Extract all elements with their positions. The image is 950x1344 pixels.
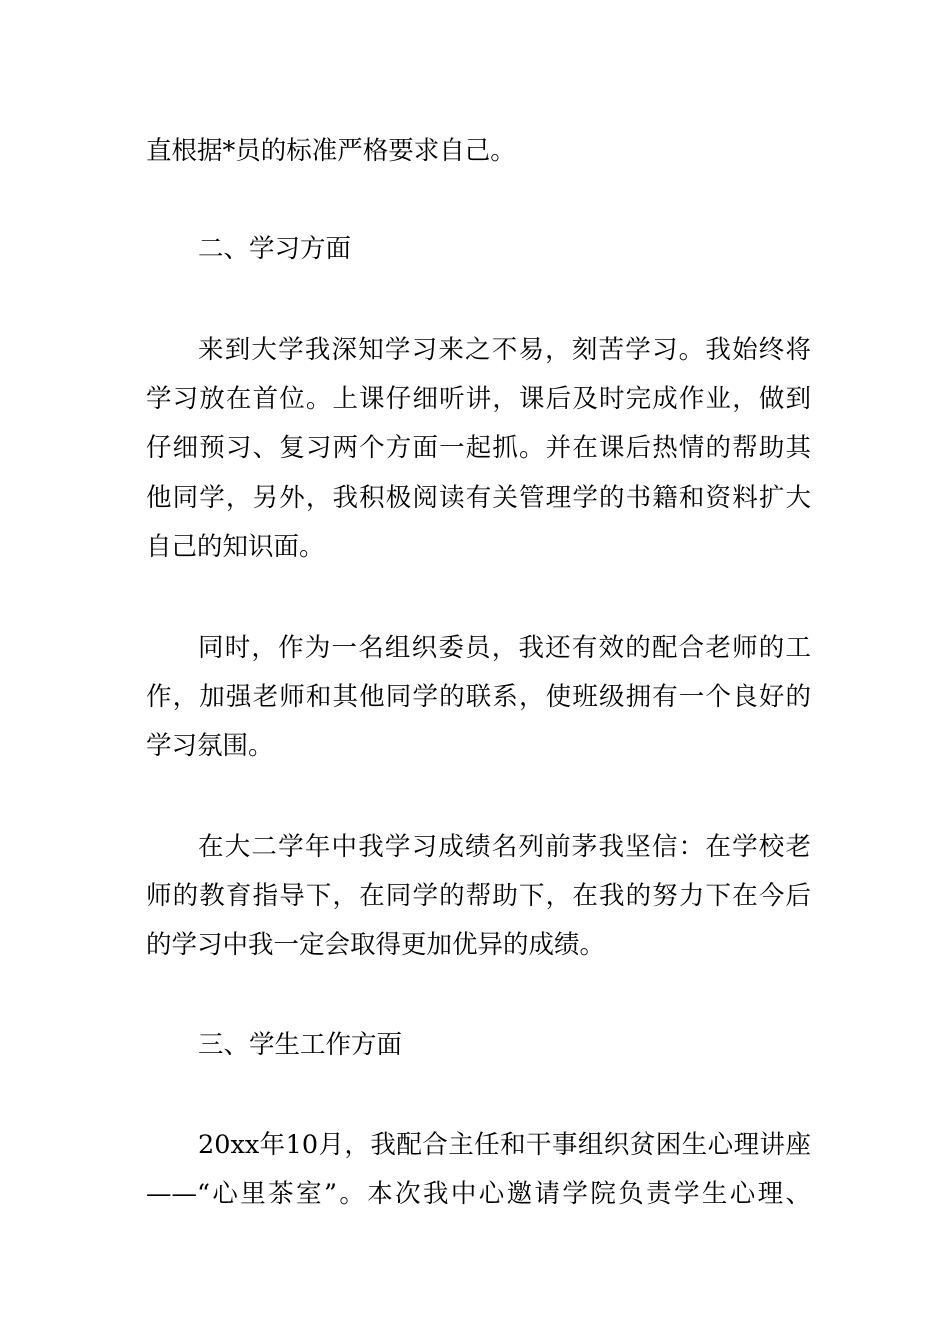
text-line: 来到大学我深知学习来之不易，刻苦学习。我始终将 [198, 335, 811, 365]
section-heading: 三、学生工作方面 [198, 1030, 403, 1060]
text-line: 自己的知识面。 [146, 532, 325, 562]
text-line: 直根据*员的标准严格要求自己。 [146, 136, 516, 166]
text-line: 学习氛围。 [146, 731, 274, 761]
text-line: ——“心里茶室”。本次我中心邀请学院负责学生心理、 [146, 1179, 811, 1209]
text-line: 师的教育指导下，在同学的帮助下，在我的努力下在今后 [146, 881, 811, 911]
text-line: 学习放在首位。上课仔细听讲，课后及时完成作业，做到 [146, 384, 811, 414]
text-line: 仔细预习、复习两个方面一起抓。并在课后热情的帮助其 [146, 433, 811, 463]
section-heading: 二、学习方面 [198, 234, 352, 264]
text-line: 在大二学年中我学习成绩名列前茅我坚信：在学校老 [198, 832, 811, 862]
text-line: 的学习中我一定会取得更加优异的成绩。 [146, 930, 606, 960]
text-line: 他同学，另外，我积极阅读有关管理学的书籍和资料扩大 [146, 483, 811, 513]
text-line: 同时，作为一名组织委员，我还有效的配合老师的工 [198, 633, 811, 663]
text-line: 20xx年10月，我配合主任和干事组织贫困生心理讲座 [198, 1130, 811, 1160]
text-line: 作，加强老师和其他同学的联系，使班级拥有一个良好的 [146, 682, 811, 712]
